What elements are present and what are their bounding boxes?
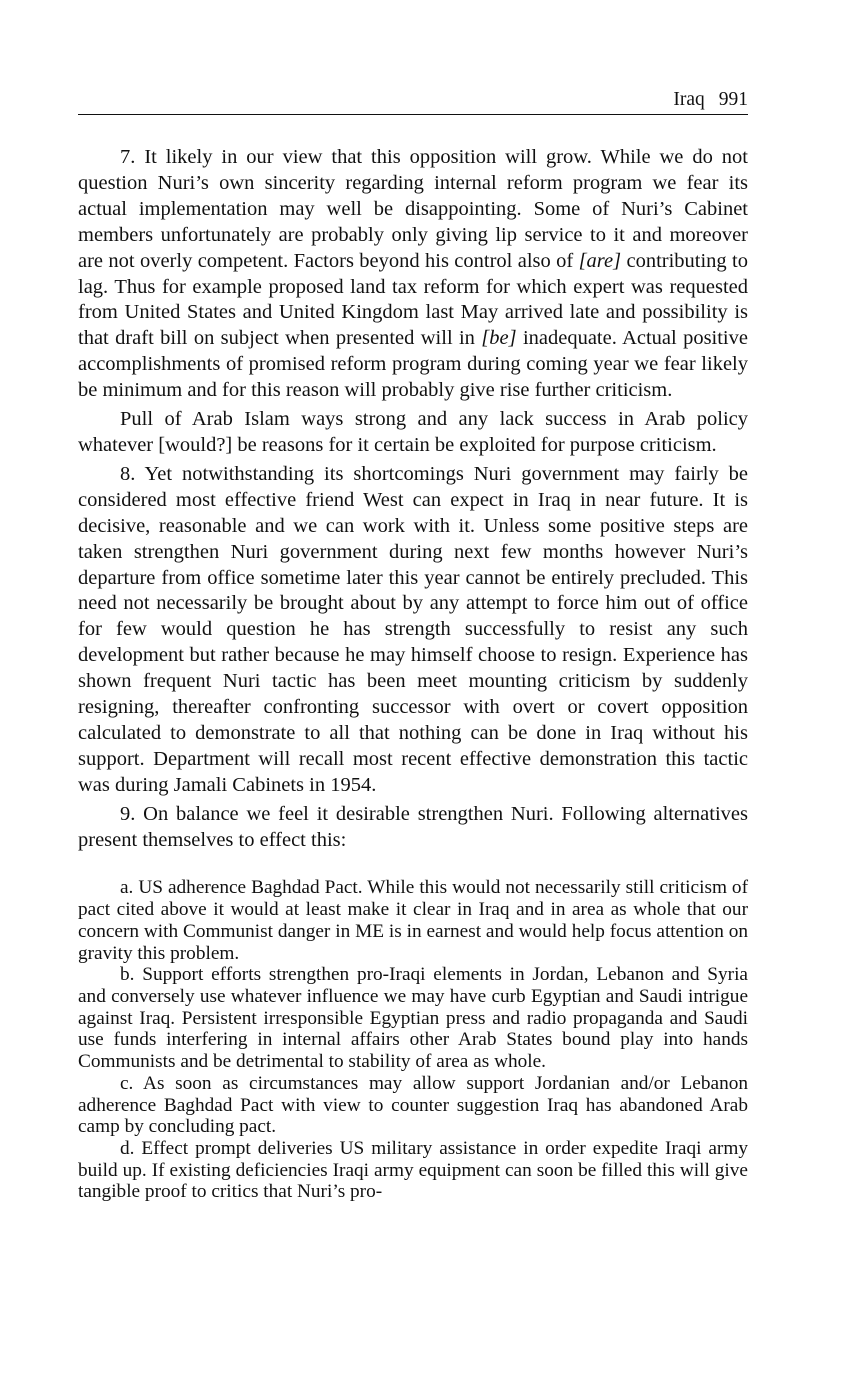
body-text: [78, 145, 748, 1203]
page-number: 991: [718, 89, 748, 110]
paragraph-arab-islam: Pull of Arab Islam ways strong and any lack success in Arab policy whatever [would?] be reasons for it certain be exploited for purpose criticism.: [78, 408, 748, 456]
paragraph-8: 8. Yet notwithstanding its shortcomings Nuri government may fairly be considered most effective friend West can expect in Iraq in near future. It is decisive, reasonable and we can work with it. Unless some positive steps are taken strengthen Nuri government during next few months however Nuri’s departure from office sometime later this year cannot be entirely precluded. This need not necessarily be brought about by any attempt to force him out of office for few would question he has strength successfully to resist any such development but rather because he may himself choose to resign. Experience has shown frequent Nuri tactic has been meet mounting criticism by suddenly resigning, thereafter confronting successor with overt or covert opposition calculated to demonstrate to all that nothing can be done in Iraq without his support. Department will recall most recent effective demonstration this tactic was during Jamali Cabinets in 1954.: [78, 462, 748, 796]
running-header: [78, 88, 748, 115]
alternative-d: d. Effect prompt deliveries US military assistance in order expedite Iraqi army build up. If existing deficiencies Iraqi army equipment can soon be filled this will give tangible proof to critics that Nuri’s pro-: [78, 1137, 748, 1203]
paragraph-9: 9. On balance we feel it desirable strengthen Nuri. Following alternatives present themselves to effect this:: [78, 802, 748, 851]
document-page: [78, 88, 748, 1203]
alternative-c: c. As soon as circumstances may allow support Jordanian and/or Lebanon adherence Baghdad Pact with view to counter suggestion Iraq has abandoned Arab camp by concluding pact.: [78, 1072, 748, 1138]
alternative-a: a. US adherence Baghdad Pact. While this would not necessarily still criticism of pact cited above it would at least make it clear in Iraq and in area as whole that our concern with Communist danger in ME is in earnest and would help focus attention on gravity this problem.: [78, 877, 748, 964]
paragraph-7: 7. It likely in our view that this opposition will grow. While we do not question Nuri’s own sincerity regarding internal reform program we fear its actual implementation may well be disappointing. Some of Nuri’s Cabinet members unfortunately are probably only giving lip service to it and moreover are not overly competent. Factors beyond his control also of [are] contributing to lag. Thus for example proposed land tax reform for which expert was requested from United States and United Kingdom last May arrived late and possibility is that draft bill on subject when presented will in [be] inadequate. Actual positive accomplishments of promised reform program during coming year we fear likely be minimum and for this reason will probably give rise further criticism.: [78, 146, 748, 402]
alternatives-list: [78, 877, 748, 1203]
running-title: Iraq: [673, 89, 705, 110]
editorial-insertion: [are]: [578, 249, 622, 272]
editorial-insertion: [be]: [481, 327, 517, 350]
alternative-b: b. Support efforts strengthen pro-Iraqi elements in Jordan, Lebanon and Syria and conversely use whatever influence we may have curb Egyptian and Saudi intrigue against Iraq. Persistent irresponsible Egyptian press and radio propaganda and Saudi use funds interfering in internal affairs other Arab States bound play into hands Communists and be detrimental to stability of area as whole.: [78, 964, 748, 1073]
